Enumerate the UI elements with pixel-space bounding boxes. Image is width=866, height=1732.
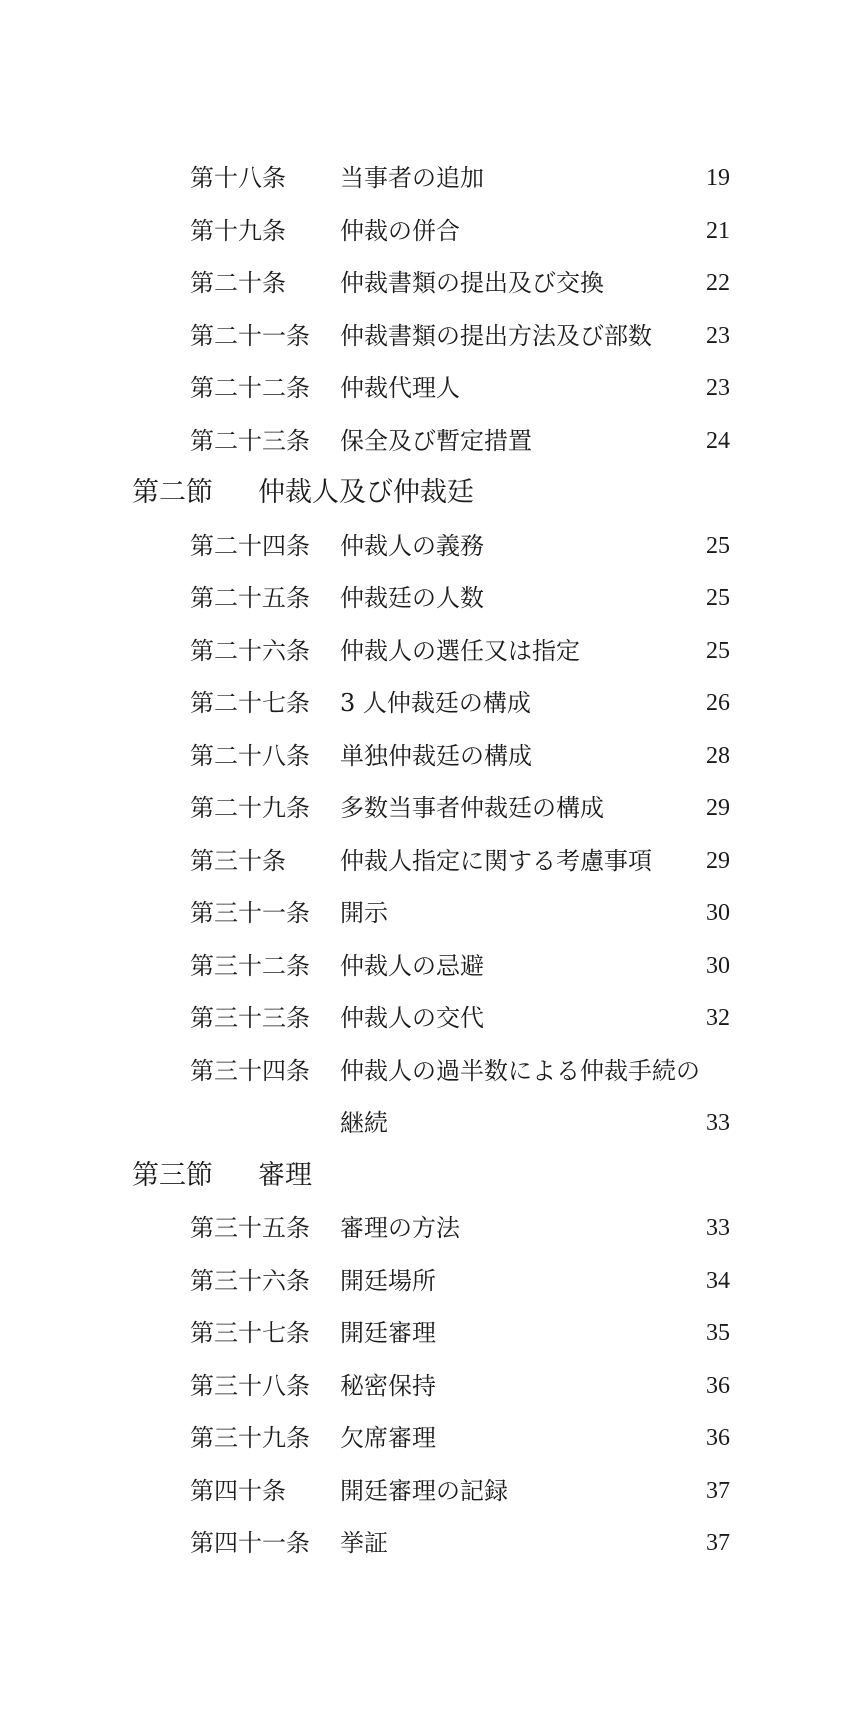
page-number: 33 (706, 1215, 730, 1241)
toc-entry (0, 1412, 866, 1465)
entry-title: 仲裁廷の人数 (340, 584, 484, 612)
page-number: 24 (706, 427, 730, 454)
page-number: 22 (706, 270, 730, 296)
article-number: 第十九条 (190, 216, 286, 245)
entry-title: 仲裁人の交代 (340, 1004, 484, 1032)
entry-title: 仲裁書類の提出方法及び部数 (340, 321, 652, 350)
article-number: 第二十二条 (190, 374, 310, 402)
page-number: 30 (706, 952, 730, 979)
entry-title: 仲裁人の忌避 (340, 951, 484, 980)
page-number: 19 (706, 165, 730, 191)
entry-title: 仲裁代理人 (340, 374, 460, 402)
page-number: 29 (706, 847, 730, 874)
page-number: 28 (706, 742, 730, 769)
article-number: 第四十一条 (190, 1529, 310, 1557)
article-number: 第三十六条 (190, 1266, 310, 1295)
toc-entry (0, 257, 866, 310)
toc-entry (0, 887, 866, 940)
entry-title: 審理の方法 (340, 1214, 460, 1242)
entry-title: 秘密保持 (340, 1371, 436, 1400)
page-number: 34 (706, 1267, 730, 1294)
entry-title: 仲裁人の義務 (340, 531, 484, 560)
entry-title: 保全及び暫定措置 (340, 426, 532, 455)
toc-entry (0, 520, 866, 573)
page-number: 25 (706, 585, 730, 611)
page-number: 36 (706, 1425, 730, 1451)
page-number: 32 (706, 1005, 730, 1031)
toc-entry (0, 1307, 866, 1360)
page-number: 21 (706, 217, 730, 244)
entry-title: 単独仲裁廷の構成 (340, 741, 532, 770)
section-number: 第三節 (132, 1159, 213, 1191)
article-number: 第二十四条 (190, 531, 310, 560)
page-number: 26 (706, 690, 730, 716)
page-number: 35 (706, 1320, 730, 1346)
entry-title: 開示 (340, 899, 388, 927)
entry-title: 仲裁人指定に関する考慮事項 (340, 846, 652, 875)
article-number: 第四十条 (190, 1476, 286, 1505)
entry-title: 仲裁人の過半数による仲裁手続の (340, 1056, 700, 1085)
page-number: 37 (706, 1477, 730, 1504)
page-number: 33 (706, 1110, 730, 1136)
article-number: 第二十九条 (190, 794, 310, 822)
toc-entry (0, 572, 866, 625)
table-of-contents (0, 152, 866, 1570)
entry-title: 開廷場所 (340, 1266, 436, 1295)
article-number: 第三十四条 (190, 1056, 310, 1085)
section-number: 第二節 (132, 477, 213, 508)
toc-entry (0, 362, 866, 415)
page-number: 23 (706, 322, 730, 349)
toc-entry (0, 730, 866, 783)
entry-title: 多数当事者仲裁廷の構成 (340, 794, 604, 822)
page-number: 25 (706, 637, 730, 664)
toc-entry (0, 782, 866, 835)
toc-entry (0, 677, 866, 730)
article-number: 第三十八条 (190, 1371, 310, 1400)
article-number: 第二十七条 (190, 689, 310, 717)
article-number: 第二十一条 (190, 321, 310, 350)
section-title: 審理 (258, 1159, 312, 1191)
page-number: 23 (706, 375, 730, 401)
article-number: 第十八条 (190, 164, 286, 192)
article-number: 第三十一条 (190, 899, 310, 927)
entry-title: 開廷審理の記録 (340, 1476, 508, 1505)
article-number: 第三十五条 (190, 1214, 310, 1242)
toc-entry (0, 1517, 866, 1570)
article-number: 第三十三条 (190, 1004, 310, 1032)
entry-title: 仲裁書類の提出及び交換 (340, 269, 604, 297)
toc-entry (0, 835, 866, 888)
article-number: 第三十七条 (190, 1319, 310, 1347)
toc-entry (0, 940, 866, 993)
entry-title: 開廷審理 (340, 1319, 436, 1347)
toc-entry (0, 310, 866, 363)
toc-entry (0, 1465, 866, 1518)
article-number: 第三十二条 (190, 951, 310, 980)
page-number: 37 (706, 1530, 730, 1556)
page-number: 29 (706, 795, 730, 821)
page-number: 36 (706, 1372, 730, 1399)
article-number: 第二十五条 (190, 584, 310, 612)
toc-entry (0, 1045, 866, 1098)
entry-title: 挙証 (340, 1529, 388, 1557)
toc-entry-continuation (0, 1097, 866, 1150)
toc-entry (0, 415, 866, 468)
toc-entry (0, 152, 866, 205)
entry-title: 仲裁人の選任又は指定 (340, 636, 580, 665)
article-number: 第二十三条 (190, 426, 310, 455)
article-number: 第二十八条 (190, 741, 310, 770)
toc-entry (0, 1360, 866, 1413)
section-heading (0, 467, 866, 520)
page-number: 25 (706, 532, 730, 559)
page-number: 30 (706, 900, 730, 926)
entry-title: 3 人仲裁廷の構成 (340, 689, 531, 717)
toc-entry (0, 205, 866, 258)
toc-entry (0, 1255, 866, 1308)
toc-entry (0, 625, 866, 678)
section-heading (0, 1150, 866, 1203)
toc-entry (0, 992, 866, 1045)
section-title: 仲裁人及び仲裁廷 (258, 477, 474, 508)
entry-title: 仲裁の併合 (340, 216, 460, 245)
entry-title: 継続 (340, 1109, 388, 1137)
toc-entry (0, 1202, 866, 1255)
article-number: 第二十条 (190, 269, 286, 297)
article-number: 第三十条 (190, 846, 286, 875)
entry-title: 当事者の追加 (340, 164, 484, 192)
article-number: 第三十九条 (190, 1424, 310, 1452)
article-number: 第二十六条 (190, 636, 310, 665)
entry-title: 欠席審理 (340, 1424, 436, 1452)
